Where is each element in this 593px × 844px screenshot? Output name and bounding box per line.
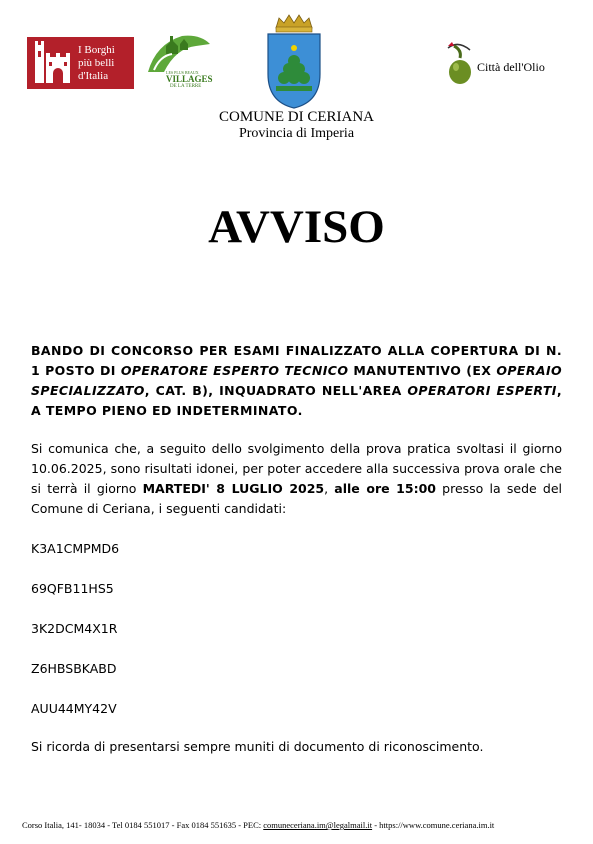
announcement-paragraph — [31, 439, 562, 519]
exam-time: alle ore 15:00 — [334, 481, 436, 496]
candidate-code: Z6HBSBKABD — [31, 661, 117, 676]
ceriana-crest-icon — [262, 12, 326, 110]
body-text: Si comunica che, a seguito dello svolgimento della prova pratica svoltasi il giorno 10.06.2025, sono risultati idonei, per poter accedere alla successiva prova orale che si terrà il giorno — [31, 441, 562, 496]
bando-text: MANUTENTIVO (EX — [348, 363, 497, 378]
municipality-name: COMUNE DI CERIANA — [219, 109, 374, 125]
olio-logo-text: Città dell'Olio — [477, 60, 545, 74]
body-text: presso la sede del Comune di Ceriana, i seguenti candidati: — [31, 481, 562, 516]
citta-dell-olio-logo — [444, 40, 554, 86]
exam-date: MARTEDI' 8 LUGLIO 2025 — [142, 481, 325, 496]
bando-text: BANDO DI CONCORSO PER ESAMI FINALIZZATO ALLA COPERTURA DI N. 1 POSTO DI — [31, 343, 562, 378]
borghi-piu-belli-logo — [27, 37, 134, 89]
bando-text: , A TEMPO PIENO ED INDETERMINATO. — [31, 383, 562, 418]
bando-text: , CAT. B), INQUADRATO NELL'AREA — [144, 383, 408, 398]
footer-address: Corso Italia, 141- 18034 - Tel 0184 551017 - Fax 0184 551635 - PEC: — [22, 820, 264, 830]
castle-tower-icon — [31, 37, 75, 89]
bando-italic: OPERATORI ESPERTI — [407, 383, 557, 398]
footer-contacts — [22, 820, 582, 830]
notice-title: AVVISO — [208, 201, 385, 253]
villages-de-la-terre-logo — [146, 32, 212, 92]
id-reminder: Si ricorda di presentarsi sempre muniti di documento di riconoscimento. — [31, 739, 484, 754]
bando-italic: OPERAIO SPECIALIZZATO — [31, 363, 563, 398]
candidate-code: AUU44MY42V — [31, 701, 117, 716]
body-text: , — [324, 481, 335, 496]
competition-description — [31, 341, 562, 421]
candidate-code: K3A1CMPMD6 — [31, 541, 120, 556]
candidate-code: 3K2DCM4X1R — [31, 621, 118, 636]
footer-website[interactable]: - https://www.comune.ceriana.im.it — [372, 820, 495, 830]
village-hill-icon — [146, 32, 212, 72]
villages-line1: LES PLUS BEAUX — [166, 70, 199, 75]
borghi-logo-text: I Borghi più belli d'Italia — [78, 43, 115, 82]
olive-icon — [444, 40, 476, 86]
villages-line3: DE LA TERRE — [170, 84, 202, 89]
bando-italic: OPERATORE ESPERTO TECNICO — [120, 363, 349, 378]
province-name: Provincia di Imperia — [238, 126, 355, 141]
villages-line2: VILLAGES — [166, 74, 213, 84]
pec-email-link[interactable]: comuneceriana.im@legalmail.it — [263, 820, 373, 830]
candidate-code: 69QFB11HS5 — [31, 581, 114, 596]
